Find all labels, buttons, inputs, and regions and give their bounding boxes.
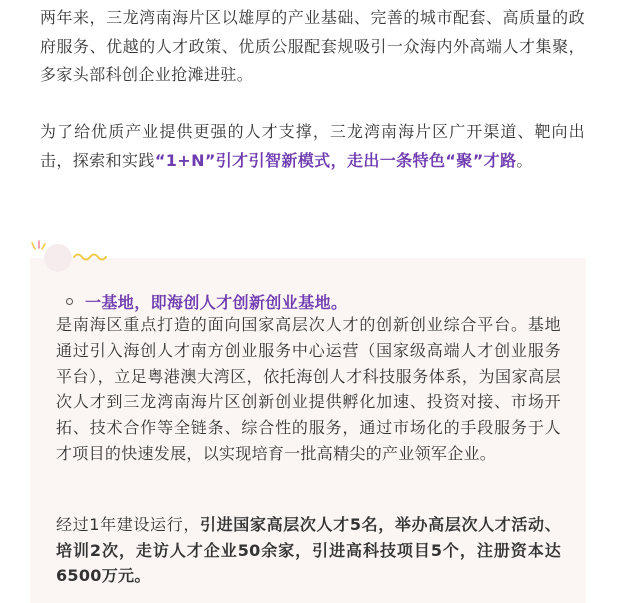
hollow-circle-bullet-icon [66,298,73,305]
intro-paragraph-2-text: 为了给优质产业提供更强的人才支撑，三龙湾南海片区广开渠道、靶向出击，探索和实践 [40,122,585,170]
card-result-bold: 引进国家高层次人才5名，举办高层次人才活动、培训2次，走访人才企业50余家，引进高科技项目5个，注册资本达6500万元。 [56,515,561,585]
intro-paragraph-1: 两年来，三龙湾南海片区以雄厚的产业基础、完善的城市配套、高质量的政府服务、优越的人才政策、优质公服配套规吸引一众海内外高端人才集聚，多家头部科创企业抢滩进驻。 [40,8,585,84]
card-bullet [66,288,347,314]
card-body-text: 是南海区重点打造的面向国家高层次人才的创新创业综合平台。基地通过引入海创人才南方创业服务中心运营（国家级高端人才创业服务平台），立足粤港澳大湾区，依托海创人才科技服务体系，为国家高层次人才到三龙湾南海片区创新创业提供孵化加速、投资对接、市场开拓、技术合作等全链条、综合性的服务，通过市场化的手段服务于人才项目的快速发展，以实现培育一批高精尖的产业领军企业。 [56,315,561,463]
intro-paragraph-2 [40,118,585,175]
decor-blob [44,244,72,272]
intro-highlight: “1+N”引才引智新模式，走出一条特色“聚”才路 [154,150,517,170]
card-result-plain: 经过1年建设运行， [56,515,200,534]
wave-decoration-icon [72,250,110,264]
intro-paragraph-2-end: 。 [516,150,533,170]
card-bullet-title: 一基地，即海创人才创新创业基地。 [85,292,348,312]
card-result-text [56,512,561,589]
